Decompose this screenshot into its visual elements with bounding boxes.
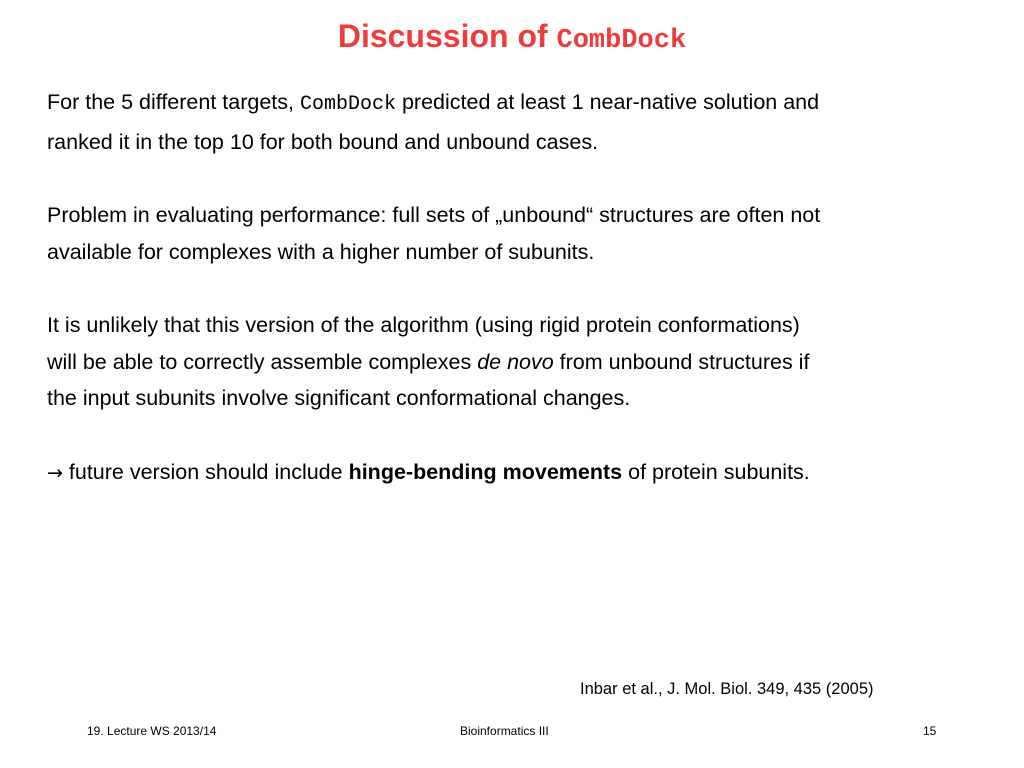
page-number: 15 [923, 724, 937, 738]
p4-after: of protein subunits. [622, 459, 810, 484]
p1-after: predicted at least 1 near-native solution and [395, 90, 820, 114]
p3-line1: It is unlikely that this version of the algorithm (using rigid protein conformations) [47, 313, 800, 337]
p3-italic: de novo [477, 349, 554, 374]
p4-before: future version should include [62, 459, 349, 484]
p1-line2: ranked it in the top 10 for both bound and unbound cases. [47, 129, 599, 154]
footer-course: Bioinformatics III [460, 724, 549, 738]
p2-line2: available for complexes with a higher number of subunits. [47, 239, 595, 264]
slide-body [47, 84, 997, 528]
p4-bold: hinge-bending movements [348, 459, 623, 484]
citation-reference: Inbar et al., J. Mol. Biol. 349, 435 (2005) [580, 680, 874, 698]
paragraph-4 [47, 454, 997, 492]
p1-before: For the 5 different targets, [47, 90, 300, 114]
paragraph-2 [47, 197, 997, 270]
p2-line1: Problem in evaluating performance: full sets of „unbound“ structures are often not [47, 203, 821, 227]
slide-title [0, 18, 1024, 56]
title-code: CombDock [556, 26, 687, 56]
p1-code: CombDock [299, 93, 396, 116]
title-prefix: Discussion of [337, 18, 548, 54]
paragraph-1 [47, 84, 997, 160]
paragraph-3 [47, 307, 997, 417]
p3-line2-before: will be able to correctly assemble complexes [47, 349, 478, 374]
p3-line3: the input subunits involve significant conformational changes. [47, 386, 631, 410]
right-arrow-icon: → [47, 461, 63, 484]
p3-line2-after: from unbound structures if [553, 349, 810, 374]
footer-lecture: 19. Lecture WS 2013/14 [87, 724, 217, 738]
